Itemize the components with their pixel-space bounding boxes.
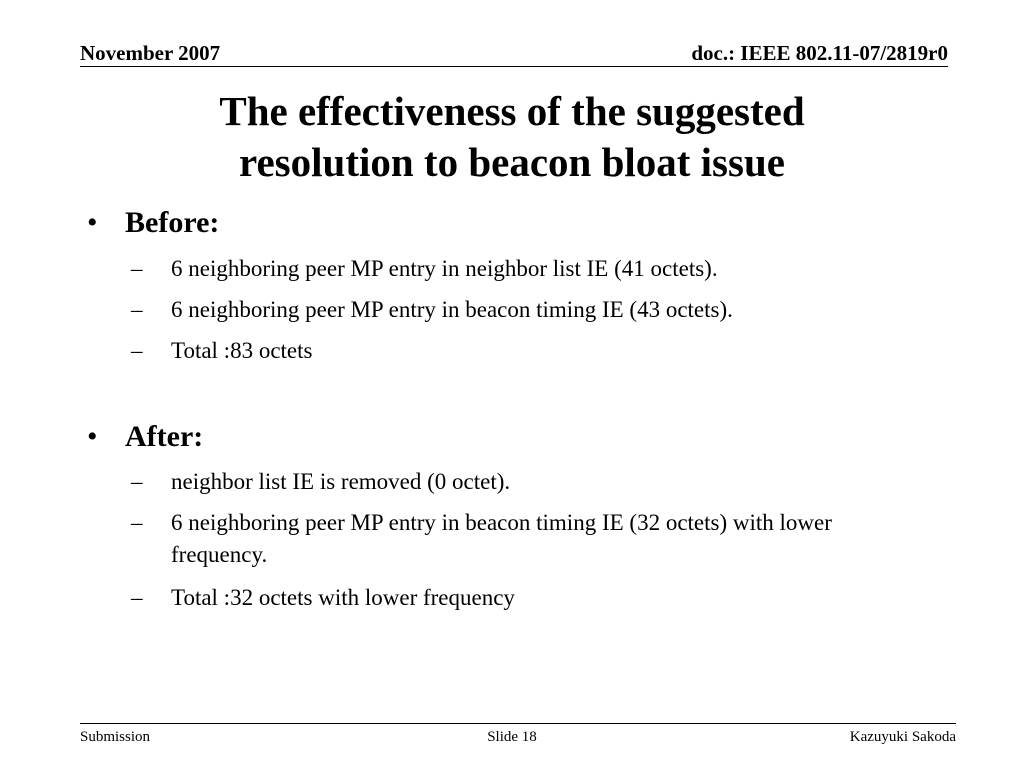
header-doc-id: doc.: IEEE 802.11-07/2819r0 — [691, 41, 948, 65]
dash-icon: – — [131, 510, 143, 535]
list-item-text: 6 neighboring peer MP entry in beacon timing IE (32 octets) with lower frequency. — [171, 510, 832, 567]
list-item-text: 6 neighboring peer MP entry in beacon timing IE (43 octets). — [171, 297, 733, 322]
slide-title-line-1: The effectiveness of the suggested — [219, 88, 805, 134]
dash-icon: – — [131, 256, 143, 281]
dash-icon: – — [131, 297, 143, 322]
dash-icon: – — [131, 338, 143, 363]
section-heading-label: Before: — [125, 206, 220, 239]
list-item — [131, 507, 891, 571]
bullet-icon: • — [87, 206, 98, 239]
list-item — [131, 582, 911, 614]
section-heading-before — [87, 207, 219, 239]
footer-submission: Submission — [80, 729, 151, 745]
slide-title-line-2: resolution to beacon bloat issue — [239, 139, 785, 185]
footer-author: Kazuyuki Sakoda — [849, 729, 956, 745]
list-item-text: Total :32 octets with lower frequency — [171, 585, 515, 610]
list-item — [131, 294, 911, 326]
dash-icon: – — [131, 469, 143, 494]
section-heading-label: After: — [125, 420, 204, 453]
list-item — [131, 466, 911, 498]
list-item — [131, 253, 911, 285]
footer-slide-number: Slide 18 — [487, 729, 537, 745]
list-item-text: Total :83 octets — [171, 338, 313, 363]
list-item-text: 6 neighboring peer MP entry in neighbor list IE (41 octets). — [171, 256, 718, 281]
list-item — [131, 335, 911, 367]
list-item-text: neighbor list IE is removed (0 octet). — [171, 469, 511, 494]
header-date: November 2007 — [80, 41, 221, 65]
dash-icon: – — [131, 585, 143, 610]
section-heading-after — [87, 421, 203, 453]
footer-divider — [80, 723, 956, 724]
bullet-icon: • — [87, 420, 98, 453]
